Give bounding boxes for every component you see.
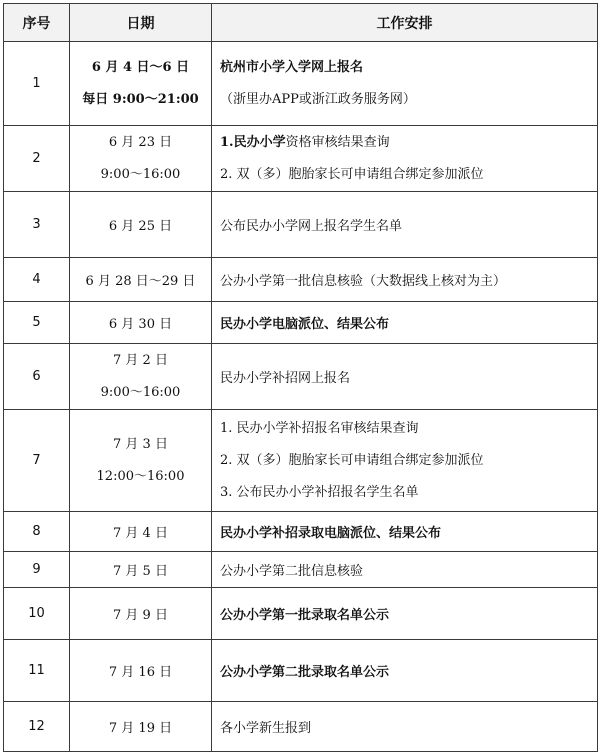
- table-row: [4, 512, 598, 552]
- row-work: 各小学新生报到: [212, 702, 598, 752]
- table-row: [4, 192, 598, 258]
- row-work: 公办小学第一批录取名单公示: [212, 588, 598, 640]
- table-row: [4, 126, 598, 192]
- header-work-arrangement: 工作安排: [212, 4, 598, 42]
- row-date: [70, 126, 212, 192]
- table-row: [4, 552, 598, 588]
- row-work: [212, 42, 598, 126]
- work-line: 2. 双（多）胞胎家长可申请组合绑定参加派位: [220, 452, 484, 468]
- table-row: [4, 302, 598, 344]
- row-number: 2: [4, 126, 70, 192]
- table-row: [4, 640, 598, 702]
- row-work: 公办小学第一批信息核验（大数据线上核对为主）: [212, 258, 598, 302]
- schedule-table-container: [3, 3, 598, 752]
- row-number: 4: [4, 258, 70, 302]
- row-number: 11: [4, 640, 70, 702]
- row-work: 公办小学第二批信息核验: [212, 552, 598, 588]
- row-work: 公布民办小学网上报名学生名单: [212, 192, 598, 258]
- table-header-row: [4, 4, 598, 42]
- table-row: [4, 344, 598, 410]
- table-row: [4, 588, 598, 640]
- table-row: [4, 410, 598, 512]
- row-work: [212, 126, 598, 192]
- enrollment-schedule-table: [3, 3, 598, 752]
- date-line: 7 月 3 日: [113, 436, 168, 452]
- table-row: [4, 258, 598, 302]
- row-date: 7 月 5 日: [70, 552, 212, 588]
- row-work: 公办小学第二批录取名单公示: [212, 640, 598, 702]
- date-line: 6 月 4 日～6 日: [91, 59, 190, 75]
- row-date: 7 月 16 日: [70, 640, 212, 702]
- row-work: 民办小学补招录取电脑派位、结果公布: [212, 512, 598, 552]
- work-line: 3. 公布民办小学补招报名学生名单: [220, 484, 419, 500]
- row-number: 6: [4, 344, 70, 410]
- row-work: 民办小学电脑派位、结果公布: [212, 302, 598, 344]
- row-number: 9: [4, 552, 70, 588]
- row-date: [70, 410, 212, 512]
- row-number: 8: [4, 512, 70, 552]
- table-row: [4, 42, 598, 126]
- row-date: 6 月 28 日～29 日: [70, 258, 212, 302]
- work-line-bold-part: 1.民办小学: [220, 134, 286, 150]
- row-date: 7 月 19 日: [70, 702, 212, 752]
- work-line: 1. 民办小学补招报名审核结果查询: [220, 420, 419, 436]
- row-number: 1: [4, 42, 70, 126]
- row-work: [212, 410, 598, 512]
- table-row: [4, 702, 598, 752]
- time-line: 9:00～16:00: [100, 166, 181, 182]
- row-date: 6 月 25 日: [70, 192, 212, 258]
- work-line: （浙里办APP或浙江政务服务网）: [220, 91, 416, 107]
- row-number: 12: [4, 702, 70, 752]
- header-number: 序号: [4, 4, 70, 42]
- row-number: 10: [4, 588, 70, 640]
- time-line: 9:00～16:00: [100, 384, 181, 400]
- time-line: 每日 9:00～21:00: [82, 91, 199, 107]
- work-line: 杭州市小学入学网上报名: [220, 59, 364, 75]
- row-date: 7 月 4 日: [70, 512, 212, 552]
- row-number: 7: [4, 410, 70, 512]
- row-date: 6 月 30 日: [70, 302, 212, 344]
- row-number: 3: [4, 192, 70, 258]
- work-line: 2. 双（多）胞胎家长可申请组合绑定参加派位: [220, 166, 484, 182]
- work-line-rest: 资格审核结果查询: [285, 134, 390, 150]
- date-line: 7 月 2 日: [113, 352, 168, 368]
- row-date: [70, 344, 212, 410]
- header-date: 日期: [70, 4, 212, 42]
- row-date: [70, 42, 212, 126]
- time-line: 12:00～16:00: [96, 468, 185, 484]
- row-number: 5: [4, 302, 70, 344]
- row-date: 7 月 9 日: [70, 588, 212, 640]
- row-work: 民办小学补招网上报名: [212, 344, 598, 410]
- work-line: [220, 127, 597, 159]
- date-line: 6 月 23 日: [108, 134, 173, 150]
